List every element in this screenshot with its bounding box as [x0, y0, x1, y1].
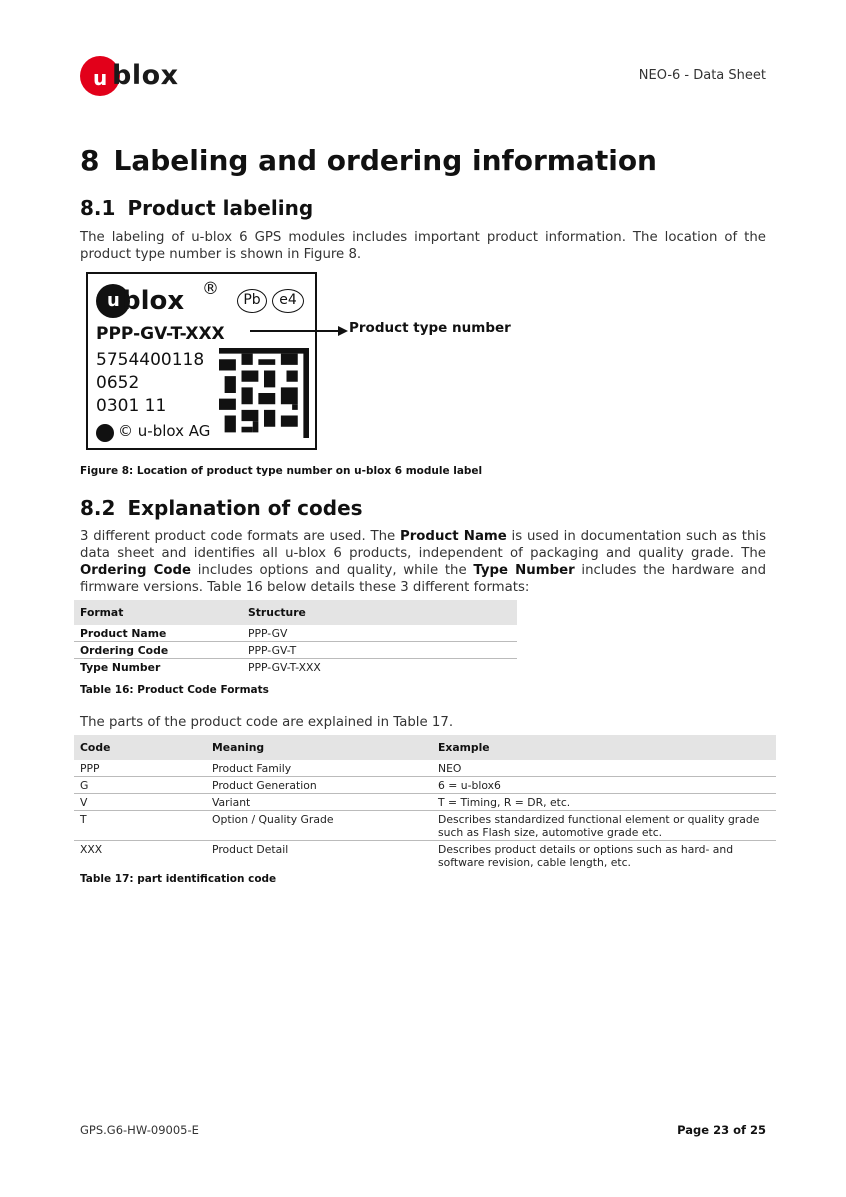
table-header-cell: Structure	[242, 600, 517, 625]
table-16	[74, 600, 517, 675]
table-row	[74, 642, 517, 659]
table-cell: Describes standardized functional element or quality grade such as Flash size, automotive grade etc.	[432, 811, 776, 841]
label-logo-letter: u	[107, 290, 120, 311]
table-cell: Option / Quality Grade	[206, 811, 432, 841]
table-header-row	[74, 600, 517, 625]
section-8-2-heading	[80, 496, 363, 520]
table-header-cell: Meaning	[206, 735, 432, 760]
table-17-intro: The parts of the product code are explained in Table 17.	[80, 715, 454, 730]
table-cell: T = Timing, R = DR, etc.	[432, 794, 776, 811]
table-row	[74, 625, 517, 642]
table-cell: V	[74, 794, 206, 811]
table-cell: T	[74, 811, 206, 841]
footer-page-number: Page 23 of 25	[677, 1123, 766, 1137]
section-8-2-paragraph	[80, 528, 766, 596]
label-type-code: PPP-GV-T-XXX	[96, 324, 225, 344]
document-title: NEO-6 - Data Sheet	[638, 68, 766, 83]
registered-mark: ®	[202, 279, 219, 299]
table-header-cell: Code	[74, 735, 206, 760]
para-text-a: 3 different product code formats are used. The	[80, 529, 400, 544]
table-cell: Ordering Code	[74, 642, 242, 659]
table-cell: PPP	[74, 760, 206, 777]
table-cell: PPP-GV-T	[242, 642, 517, 659]
table-cell: Variant	[206, 794, 432, 811]
table-cell: PPP-GV-T-XXX	[248, 661, 321, 674]
para-text-b: is used in documentation such as this data sheet and identifies all u-blox 6 products, independent of packaging and quality grade. The	[80, 529, 767, 561]
table-row	[74, 811, 776, 841]
table-cell: Product Detail	[212, 843, 289, 856]
ublox-logo	[80, 56, 190, 96]
callout-arrow-icon	[250, 325, 350, 337]
section-8-1-heading	[80, 196, 313, 220]
label-date-line: 0652	[96, 373, 140, 393]
table-row	[74, 794, 776, 811]
table-cell: Describes product details or options such as hard- and software revision, cable length, etc.	[438, 843, 734, 869]
pb-mark: Pb	[237, 289, 267, 313]
table-cell: Type Number	[80, 661, 161, 674]
para-text-d: includes the hardware and firmware versions. Table 16 below details these 3 different formats:	[80, 563, 767, 595]
label-serial-line: 5754400118	[96, 350, 205, 370]
table-row	[74, 777, 776, 794]
label-lot-line: 0301 11	[96, 396, 167, 416]
table-header-cell: Example	[432, 735, 776, 760]
table-cell: Product Family	[206, 760, 432, 777]
table-row	[74, 659, 517, 676]
section-8-2-title: Explanation of codes	[127, 496, 363, 520]
label-logo-text: blox	[122, 286, 185, 316]
table-cell: XXX	[80, 843, 103, 856]
module-label-figure	[86, 272, 317, 450]
table-cell: G	[74, 777, 206, 794]
section-8-number: 8	[80, 144, 100, 177]
logo-letter: u	[93, 66, 108, 90]
footer-doc-id: GPS.G6-HW-09005-E	[80, 1123, 199, 1137]
product-type-number-callout: Product type number	[349, 320, 511, 336]
para-text-c: includes options and quality, while the	[191, 563, 474, 578]
table-header-cell: Format	[74, 600, 242, 625]
logo-text: blox	[112, 60, 179, 91]
bold-product-name: Product Name	[399, 529, 507, 544]
table-row	[74, 760, 776, 777]
section-8-1-title: Product labeling	[127, 196, 314, 220]
bold-ordering-code: Ordering Code	[80, 563, 192, 578]
bold-type-number: Type Number	[473, 563, 575, 578]
label-copyright: © u-blox AG	[118, 422, 211, 440]
section-8-title: Labeling and ordering information	[113, 144, 657, 177]
table-16-caption: Table 16: Product Code Formats	[80, 684, 269, 696]
table-cell: PPP-GV	[242, 625, 517, 642]
figure-8-caption: Figure 8: Location of product type number on u-blox 6 module label	[80, 465, 483, 477]
section-8-heading	[80, 144, 657, 177]
table-row	[74, 841, 776, 871]
datamatrix-code-icon	[219, 348, 309, 438]
table-cell: 6 = u-blox6	[432, 777, 776, 794]
section-8-1-paragraph: The labeling of u-blox 6 GPS modules includes important product information. The location of the product type number is shown in Figure 8.	[80, 230, 766, 262]
label-dot-icon	[96, 424, 114, 442]
table-cell: Product Generation	[206, 777, 432, 794]
table-header-row	[74, 735, 776, 760]
e4-mark: e4	[272, 289, 304, 313]
table-cell: NEO	[432, 760, 776, 777]
table-17-caption: Table 17: part identification code	[80, 873, 277, 885]
table-17	[74, 735, 776, 870]
section-8-2-number: 8.2	[80, 496, 116, 520]
table-cell: Product Name	[74, 625, 242, 642]
section-8-1-number: 8.1	[80, 196, 116, 220]
